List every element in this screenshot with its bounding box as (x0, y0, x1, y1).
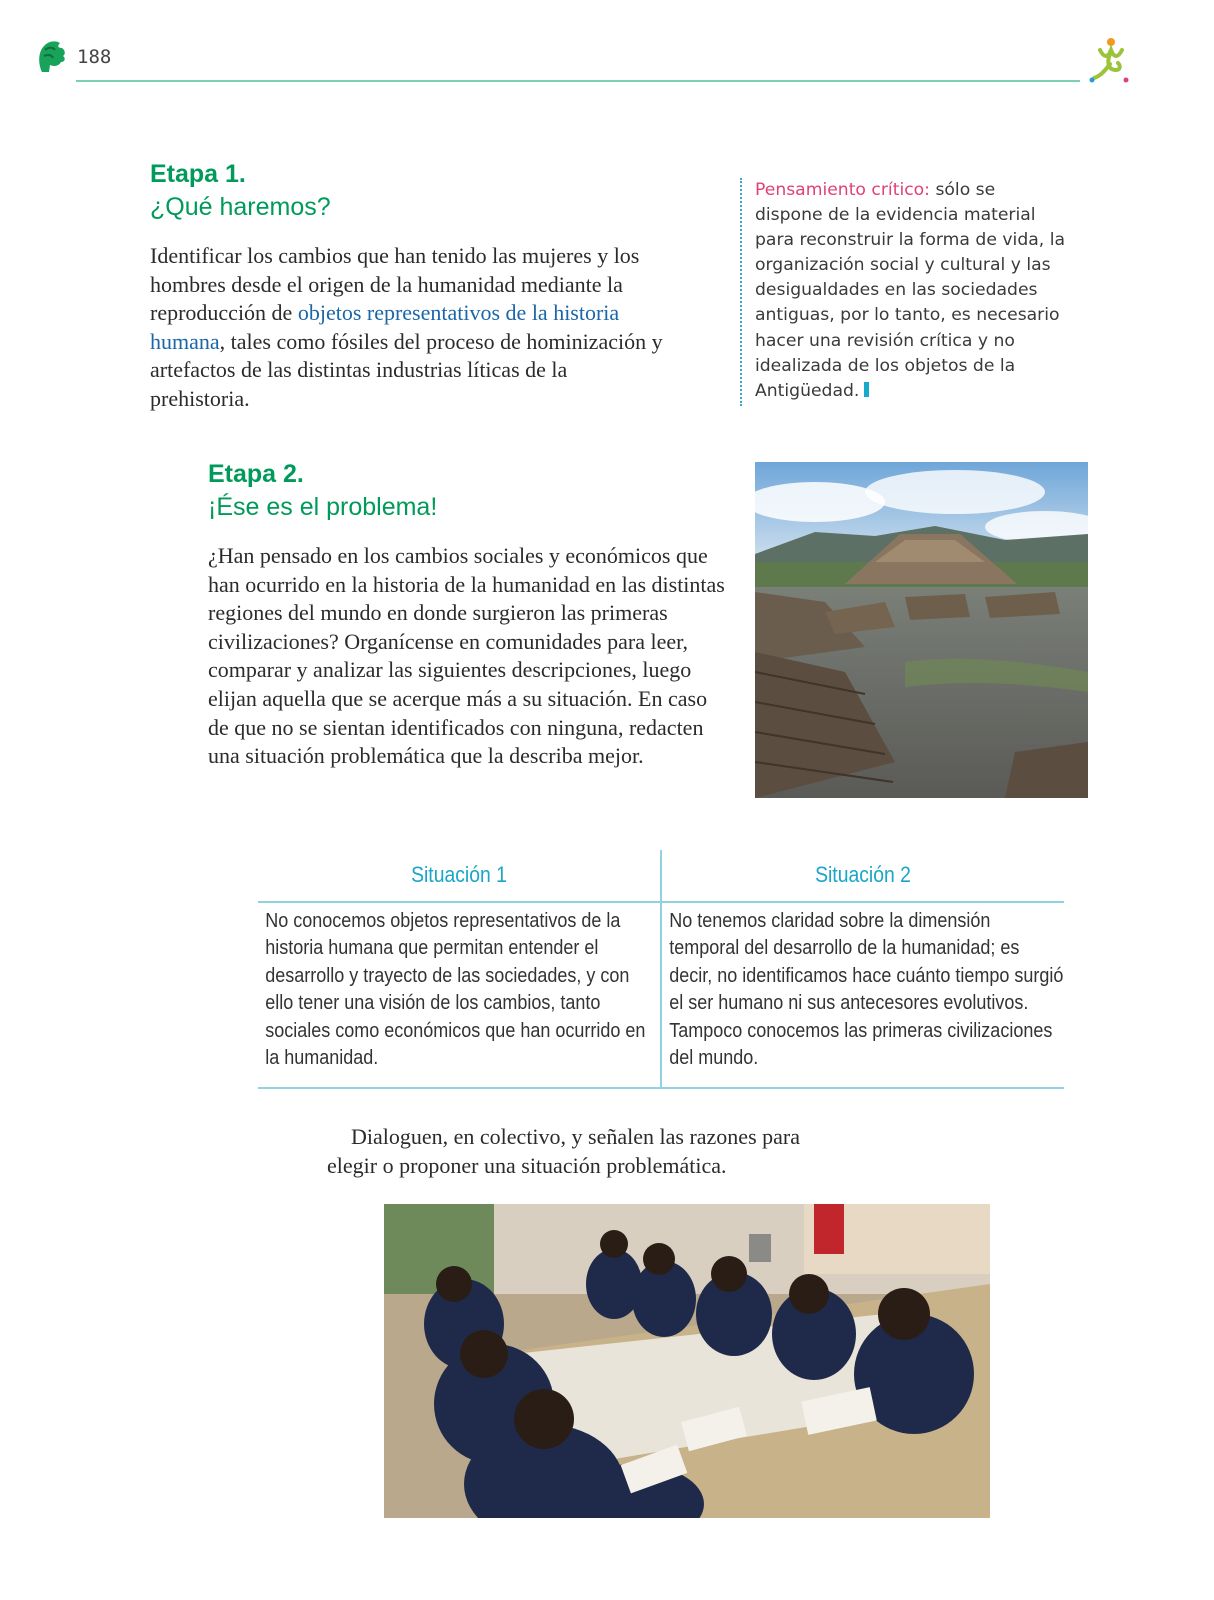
situation-2-text: No tenemos claridad sobre la dimensión temporal del desarrollo de la humanidad; es decir, no identificamos hace cuánto tiempo surgió el ser humano ni sus antecesores evolutivos. Tampoco conocemos las primeras civilizaciones del mundo. (669, 910, 1064, 1070)
etapa2-heading (208, 458, 437, 524)
etapa1-text-before: Identificar los cambios que han tenido las mujeres y los hombres desde el origen de la humanidad mediante la reproducción de (150, 243, 640, 326)
etapa2-subtitle: ¡Ése es el problema! (208, 493, 438, 521)
etapa1-link[interactable]: objetos representativos de la historia humana (150, 300, 620, 354)
etapa2-title: Etapa 2. (208, 460, 304, 488)
header-leaf-icon (36, 38, 68, 76)
etapa2-paragraph: ¿Han pensado en los cambios sociales y económicos que han ocurrido en la historia de la humanidad en las distintas regiones del mundo en donde surgieron las primeras civilizaciones? Organícense en comunidades para leer, comparar y analizar las siguientes descripciones, luego elijan aquella que se acerque más a su situación. En caso de que no se sientan identificados con ninguna, redacten una situación problemática que la describa mejor. (208, 543, 725, 769)
situation-1-heading: Situación 1 (411, 862, 507, 887)
sidebar-text: sólo se dispone de la evidencia material para reconstruir la forma de vida, la organización social y cultural y las desigualdades en las sociedades antiguas, por lo tanto, es necesario hacer una revisión crítica y no idealizada de los objetos de la Antigüedad. (755, 180, 1065, 401)
situations-table (258, 850, 1064, 1088)
closing-paragraph: Dialoguen, en colectivo, y señalen las razones para elegir o proponer una situación problemática. (327, 1124, 800, 1178)
sidebar-paragraph (755, 178, 1065, 404)
situation-2-column[interactable] (662, 850, 1064, 1072)
pyramid-photo (755, 462, 1088, 798)
etapa1-subtitle: ¿Qué haremos? (150, 193, 331, 221)
header-logo-icon (1086, 36, 1136, 86)
etapa1-title: Etapa 1. (150, 160, 246, 188)
table-column-divider (660, 850, 662, 1088)
etapa1-paragraph (150, 242, 670, 414)
students-photo (384, 1204, 990, 1518)
critical-thinking-sidebar (740, 178, 1065, 406)
etapa1-heading (150, 158, 331, 224)
situation-1-text: No conocemos objetos representativos de la historia humana que permitan entender el desarrollo y trayecto de las sociedades, y con ello tener una visión de los cambios, tanto sociales como económicos que han ocurrido en la humanidad. (265, 910, 646, 1070)
etapa1-text-after: , tales como fósiles del proceso de hominización y artefactos de las distintas industrias líticas de la prehistoria. (150, 328, 663, 411)
sidebar-term: Pensamiento crítico: (755, 180, 930, 200)
situation-2-heading: Situación 2 (815, 862, 911, 887)
situation-1-column[interactable] (258, 850, 660, 1072)
header-rule (76, 80, 1080, 82)
sidebar-end-mark (864, 382, 869, 397)
page-number: 188 (77, 46, 112, 68)
